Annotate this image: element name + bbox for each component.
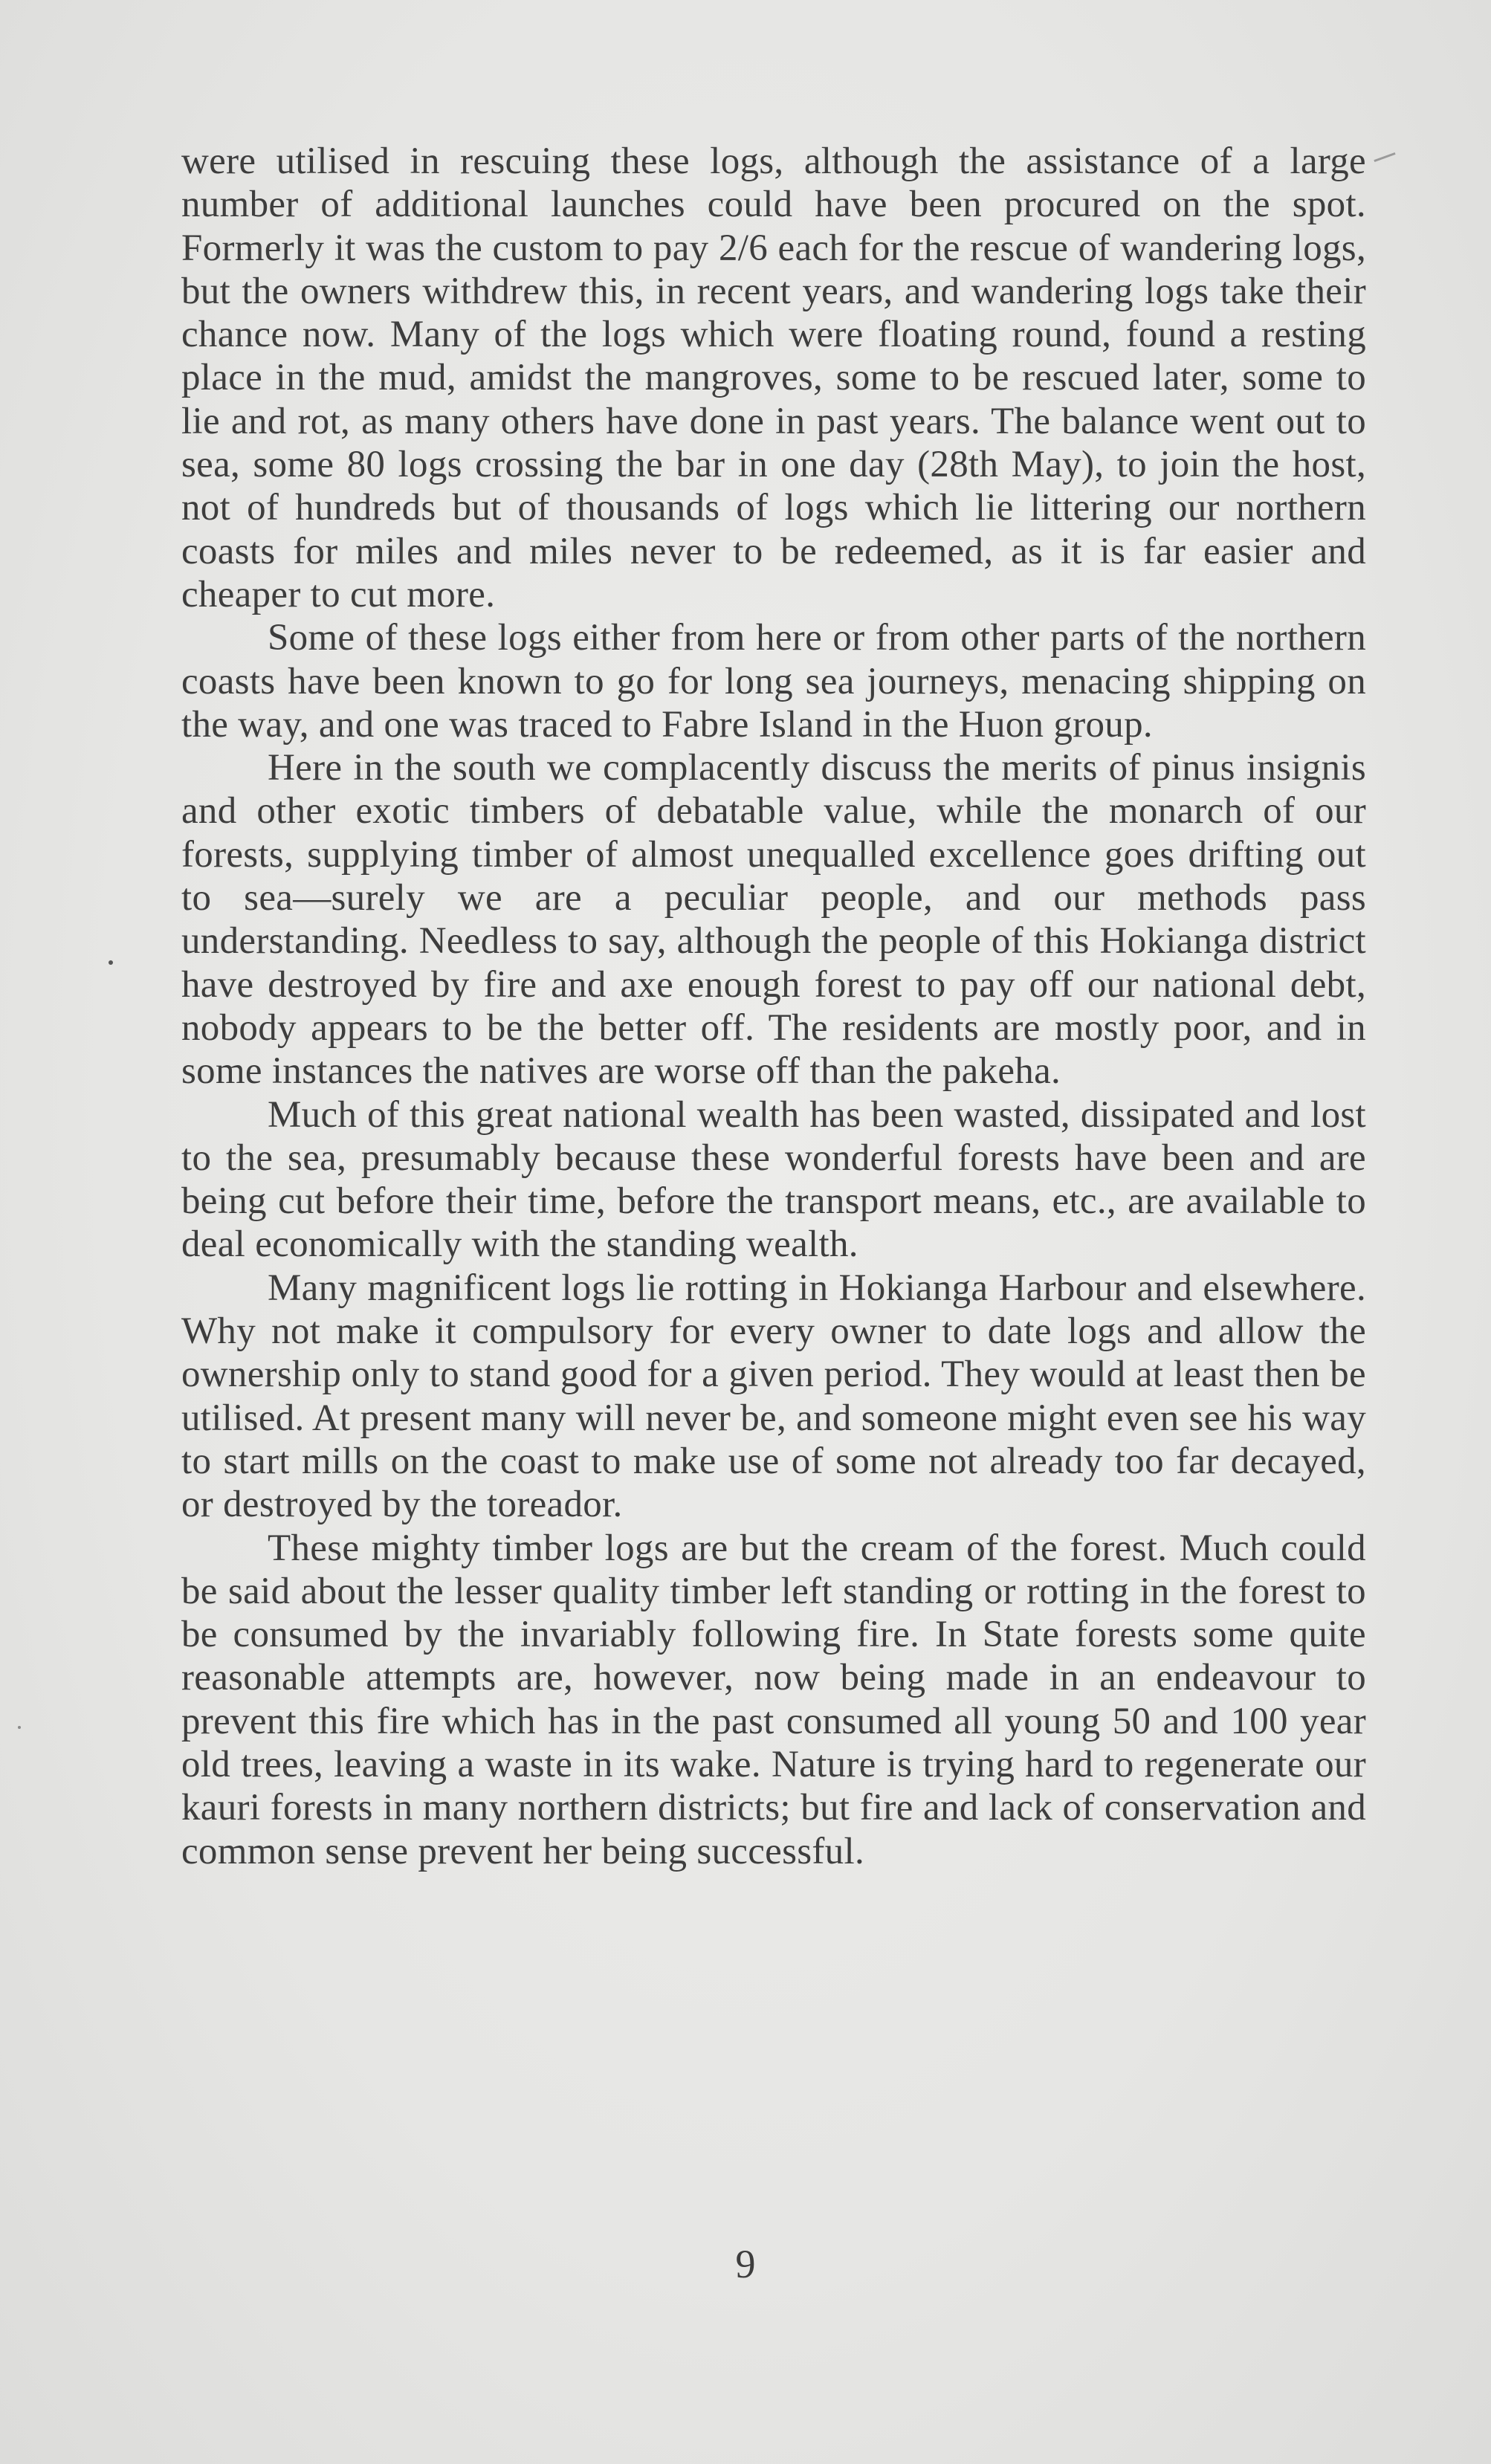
page-number: 9 [735,2242,756,2286]
paper-speck [109,960,113,965]
paragraph: Much of this great national wealth has been wasted, dissipated and lost to the sea, presumably because these wonderful forests have been and are being cut before their time, before the transport means, etc., are available to deal economically with the standing wealth. [181,1093,1366,1266]
paragraph: These mighty timber logs are but the cream of the forest. Much could be said about the lesser quality timber left standing or rotting in the forest to be consumed by the invariably following fire. In State forests some quite reasonable attempts are, however, now being made in an endeavour to prevent this fire which has in the past consumed all young 50 and 100 year old trees, leaving a waste in its wake. Nature is trying hard to regenerate our kauri forests in many northern districts; but fire and lack of conservation and common sense prevent her being successful. [181,1527,1366,1872]
paragraph: Many magnificent logs lie rotting in Hokianga Harbour and elsewhere. Why not make it compulsory for every owner to date logs and allow the ownership only to stand good for a given period. They would at least then be utilised. At present many will never be, and someone might even see his way to start mills on the coast to make use of some not already too far decayed, or destroyed by the toreador. [181,1267,1366,1526]
paragraph: were utilised in rescuing these logs, although the assistance of a large number of additional launches could have been procured on the spot. Formerly it was the custom to pay 2/6 each for the rescue of wandering logs, but the owners withdrew this, in recent years, and wandering logs take their chance now. Many of the logs which were floating round, found a resting place in the mud, amidst the mangroves, some to be rescued later, some to lie and rot, as many others have done in past years. The balance went out to sea, some 80 logs crossing the bar in one day (28th May), to join the host, not of hundreds but of thousands of logs which lie littering our northern coasts for miles and miles never to be redeemed, as it is far easier and cheaper to cut more. [181,140,1366,615]
paper-speck [18,1726,21,1729]
stray-mark [1374,152,1395,162]
body-text [181,140,1366,1873]
paragraph: Some of these logs either from here or from other parts of the northern coasts have been known to go for long sea journeys, menacing shipping on the way, and one was traced to Fabre Island in the Huon group. [181,617,1366,746]
paragraph: Here in the south we complacently discuss the merits of pinus insignis and other exotic timbers of debatable value, while the monarch of our forests, supplying timber of almost unequalled excellence goes drifting out to sea—surely we are a peculiar people, and our methods pass understanding. Needless to say, although the people of this Hokianga district have destroyed by fire and axe enough forest to pay off our national debt, nobody appears to be the better off. The residents are mostly poor, and in some instances the natives are worse off than the pakeha. [181,747,1366,1093]
